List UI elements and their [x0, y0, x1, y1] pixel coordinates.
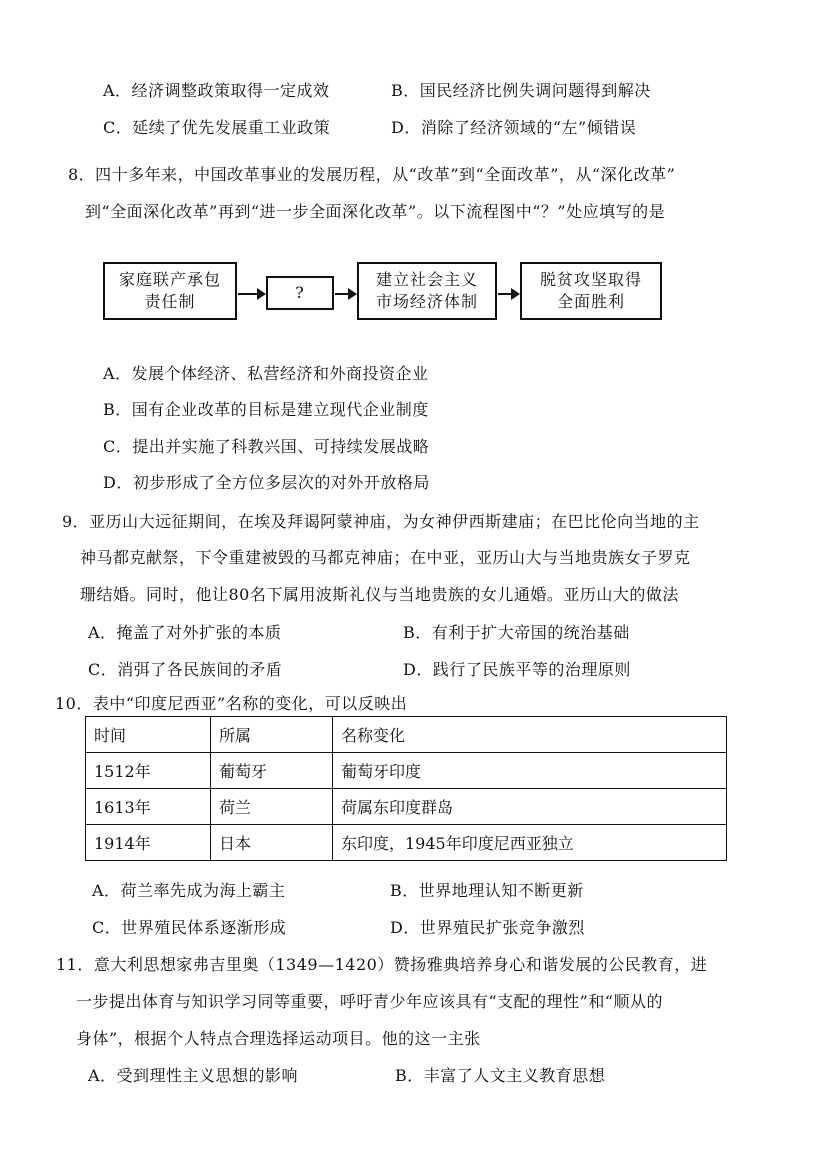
table-cell: 葡萄牙: [211, 753, 333, 789]
table-cell: 1914年: [86, 825, 211, 861]
flow-box-household-responsibility: 家庭联产承包 责任制: [103, 262, 237, 320]
table-header: 所属: [211, 717, 333, 753]
table-row: [86, 753, 727, 789]
table-header: 名称变化: [333, 717, 727, 753]
table-row: [86, 789, 727, 825]
table-cell: 葡萄牙印度: [333, 753, 727, 789]
q9-stem-line3: 珊结婚。同时，他让80名下属用波斯礼仪与当地贵族的女儿通婚。亚历山大的做法: [80, 585, 679, 604]
q10-option-b: B．世界地理认知不断更新: [390, 881, 584, 900]
table-header-row: [86, 717, 727, 753]
q9-option-d: D．践行了民族平等的治理原则: [403, 660, 631, 679]
q9-option-a: A．掩盖了对外扩张的本质: [88, 623, 282, 642]
q8-option-c: C．提出并实施了科教兴国、可持续发展战略: [103, 437, 430, 456]
table-cell: 1512年: [86, 753, 211, 789]
q8-stem-line1: 8．四十多年来，中国改革事业的发展历程，从“改革”到“全面改革”，从“深化改革”: [68, 165, 676, 184]
q11-stem-line2: 一步提出体育与知识学习同等重要，呼吁青少年应该具有“支配的理性”和“顺从的: [76, 992, 664, 1011]
q7-option-d: D．消除了经济领域的“左”倾错误: [391, 118, 637, 137]
q8-option-a: A．发展个体经济、私营经济和外商投资企业: [103, 364, 429, 383]
table-cell: 荷属东印度群岛: [333, 789, 727, 825]
q8-option-b: B．国有企业改革的目标是建立现代企业制度: [103, 400, 429, 419]
q10-option-c: C．世界殖民体系逐渐形成: [92, 918, 287, 937]
flow-box-poverty-alleviation: 脱贫攻坚取得 全面胜利: [520, 262, 662, 320]
flow-box-market-economy: 建立社会主义 市场经济体制: [357, 262, 497, 320]
q10-option-d: D．世界殖民扩张竞争激烈: [390, 918, 585, 937]
q11-option-b: B．丰富了人文主义教育思想: [395, 1066, 606, 1085]
table-header: 时间: [86, 717, 211, 753]
q11-stem-line1: 11．意大利思想家弗吉里奥（1349—1420）赞扬雅典培养身心和谐发展的公民教育，进: [56, 955, 708, 974]
q10-stem: 10．表中“印度尼西亚”名称的变化，可以反映出: [55, 694, 408, 713]
table-cell: 日本: [211, 825, 333, 861]
colonial-name-table: [85, 716, 727, 861]
q11-option-a: A．受到理性主义思想的影响: [88, 1066, 299, 1085]
q11-stem-line3: 身体”，根据个人特点合理选择运动项目。他的这一主张: [76, 1029, 481, 1048]
table-cell: 东印度，1945年印度尼西亚独立: [333, 825, 727, 861]
table-cell: 荷兰: [211, 789, 333, 825]
flow-arrow-3: [498, 293, 518, 295]
table-row: [86, 825, 727, 861]
q7-option-c: C．延续了优先发展重工业政策: [103, 118, 331, 137]
q8-stem-line2: 到“全面深化改革”再到“进一步全面深化改革”。以下流程图中“？”处应填写的是: [85, 202, 666, 221]
q10-option-a: A．荷兰率先成为海上霸主: [92, 881, 286, 900]
flow-box-question: ?: [266, 276, 334, 310]
q9-stem-line2: 神马都克献祭，下令重建被毁的马都克神庙；在中亚，亚历山大与当地贵族女子罗克: [80, 548, 691, 567]
flow-arrow-2: [335, 293, 355, 295]
q7-option-b: B．国民经济比例失调问题得到解决: [391, 81, 651, 100]
q9-option-c: C．消弭了各民族间的矛盾: [88, 660, 283, 679]
q9-stem-line1: 9．亚历山大远征期间，在埃及拜谒阿蒙神庙，为女神伊西斯建庙；在巴比伦向当地的主: [62, 512, 700, 531]
flow-arrow-1: [238, 293, 264, 295]
q7-option-a: A．经济调整政策取得一定成效: [103, 81, 330, 100]
q8-option-d: D．初步形成了全方位多层次的对外开放格局: [103, 473, 430, 492]
q9-option-b: B．有利于扩大帝国的统治基础: [403, 623, 630, 642]
table-cell: 1613年: [86, 789, 211, 825]
